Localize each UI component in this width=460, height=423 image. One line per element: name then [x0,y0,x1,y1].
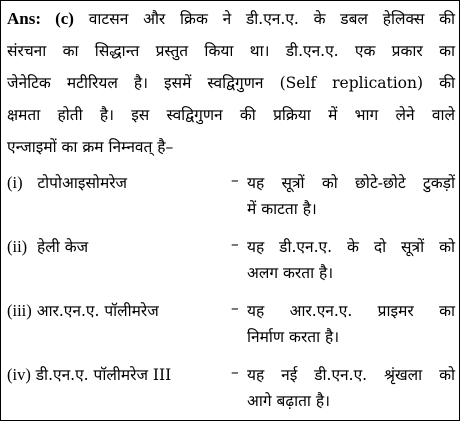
enzyme-function-line-1: यह डी.एन.ए. के दो सूत्रों को [247,238,455,256]
enzyme-name-text: हेली केज [37,238,89,256]
enzyme-number: (iv) [7,365,31,384]
paragraph-line-1 [7,7,455,29]
enzyme-function [247,171,455,219]
enzyme-number: (iii) [7,301,32,320]
enzyme-function-line-1: यह नई डी.एन.ए. श्रृंखला को [247,366,455,384]
enzyme-function-line-2: निर्माण करता है। [247,328,340,346]
enzyme-function-line-2: आगे बढ़ाता है। [247,392,330,410]
enzyme-function-line-2: अलग करता है। [247,264,334,282]
enzyme-item-3 [7,299,455,359]
answer-label: Ans: (c) [7,9,74,28]
enzyme-name [7,235,88,257]
enzyme-dash: – [231,299,239,317]
paragraph-line-4: क्षमता होती है। इस स्वद्विगुणन की प्रक्रिया में भाग लेने वाले [7,106,455,124]
enzyme-function-line-1: यह सूत्रों को छोटे-छोटे टुकड़ों [247,174,455,192]
enzyme-function-line-1: यह आर.एन.ए. प्राइमर का [247,302,455,320]
enzyme-item-4 [7,363,455,423]
enzyme-number: (i) [7,173,23,192]
enzyme-dash: – [231,171,239,189]
enzyme-function [247,235,455,283]
enzyme-item-2 [7,235,455,295]
enzyme-dash: – [231,363,239,381]
enzyme-number: (ii) [7,237,28,256]
paragraph-line-2: संरचना का सिद्धान्त प्रस्तुत किया था। डी.एन.ए. एक प्रकार का [7,42,455,60]
enzyme-name [7,363,171,385]
enzyme-function-line-2: में काटता है। [247,200,317,218]
enzyme-item-1 [7,171,455,231]
paragraph-line-1-text: वाटसन और क्रिक ने डी.एन.ए. के डबल हेलिक्स की [88,10,455,28]
enzyme-name-text: डी.एन.ए. पॉलीमरेज III [35,366,172,384]
enzyme-name [7,171,127,193]
paragraph-line-5: एन्जाइमों का क्रम निम्नवत् है– [7,138,174,156]
enzyme-name-text: टोपोआइसोमरेज [37,174,128,192]
enzyme-name-text: आर.एन.ए. पॉलीमरेज [36,302,159,320]
enzyme-dash: – [231,235,239,253]
paragraph-line-3: जेनेटिक मटीरियल है। इसमें स्वद्विगुणन (Self replication) की [7,74,455,92]
enzyme-function [247,363,455,411]
enzyme-function [247,299,455,347]
enzyme-name [7,299,159,321]
